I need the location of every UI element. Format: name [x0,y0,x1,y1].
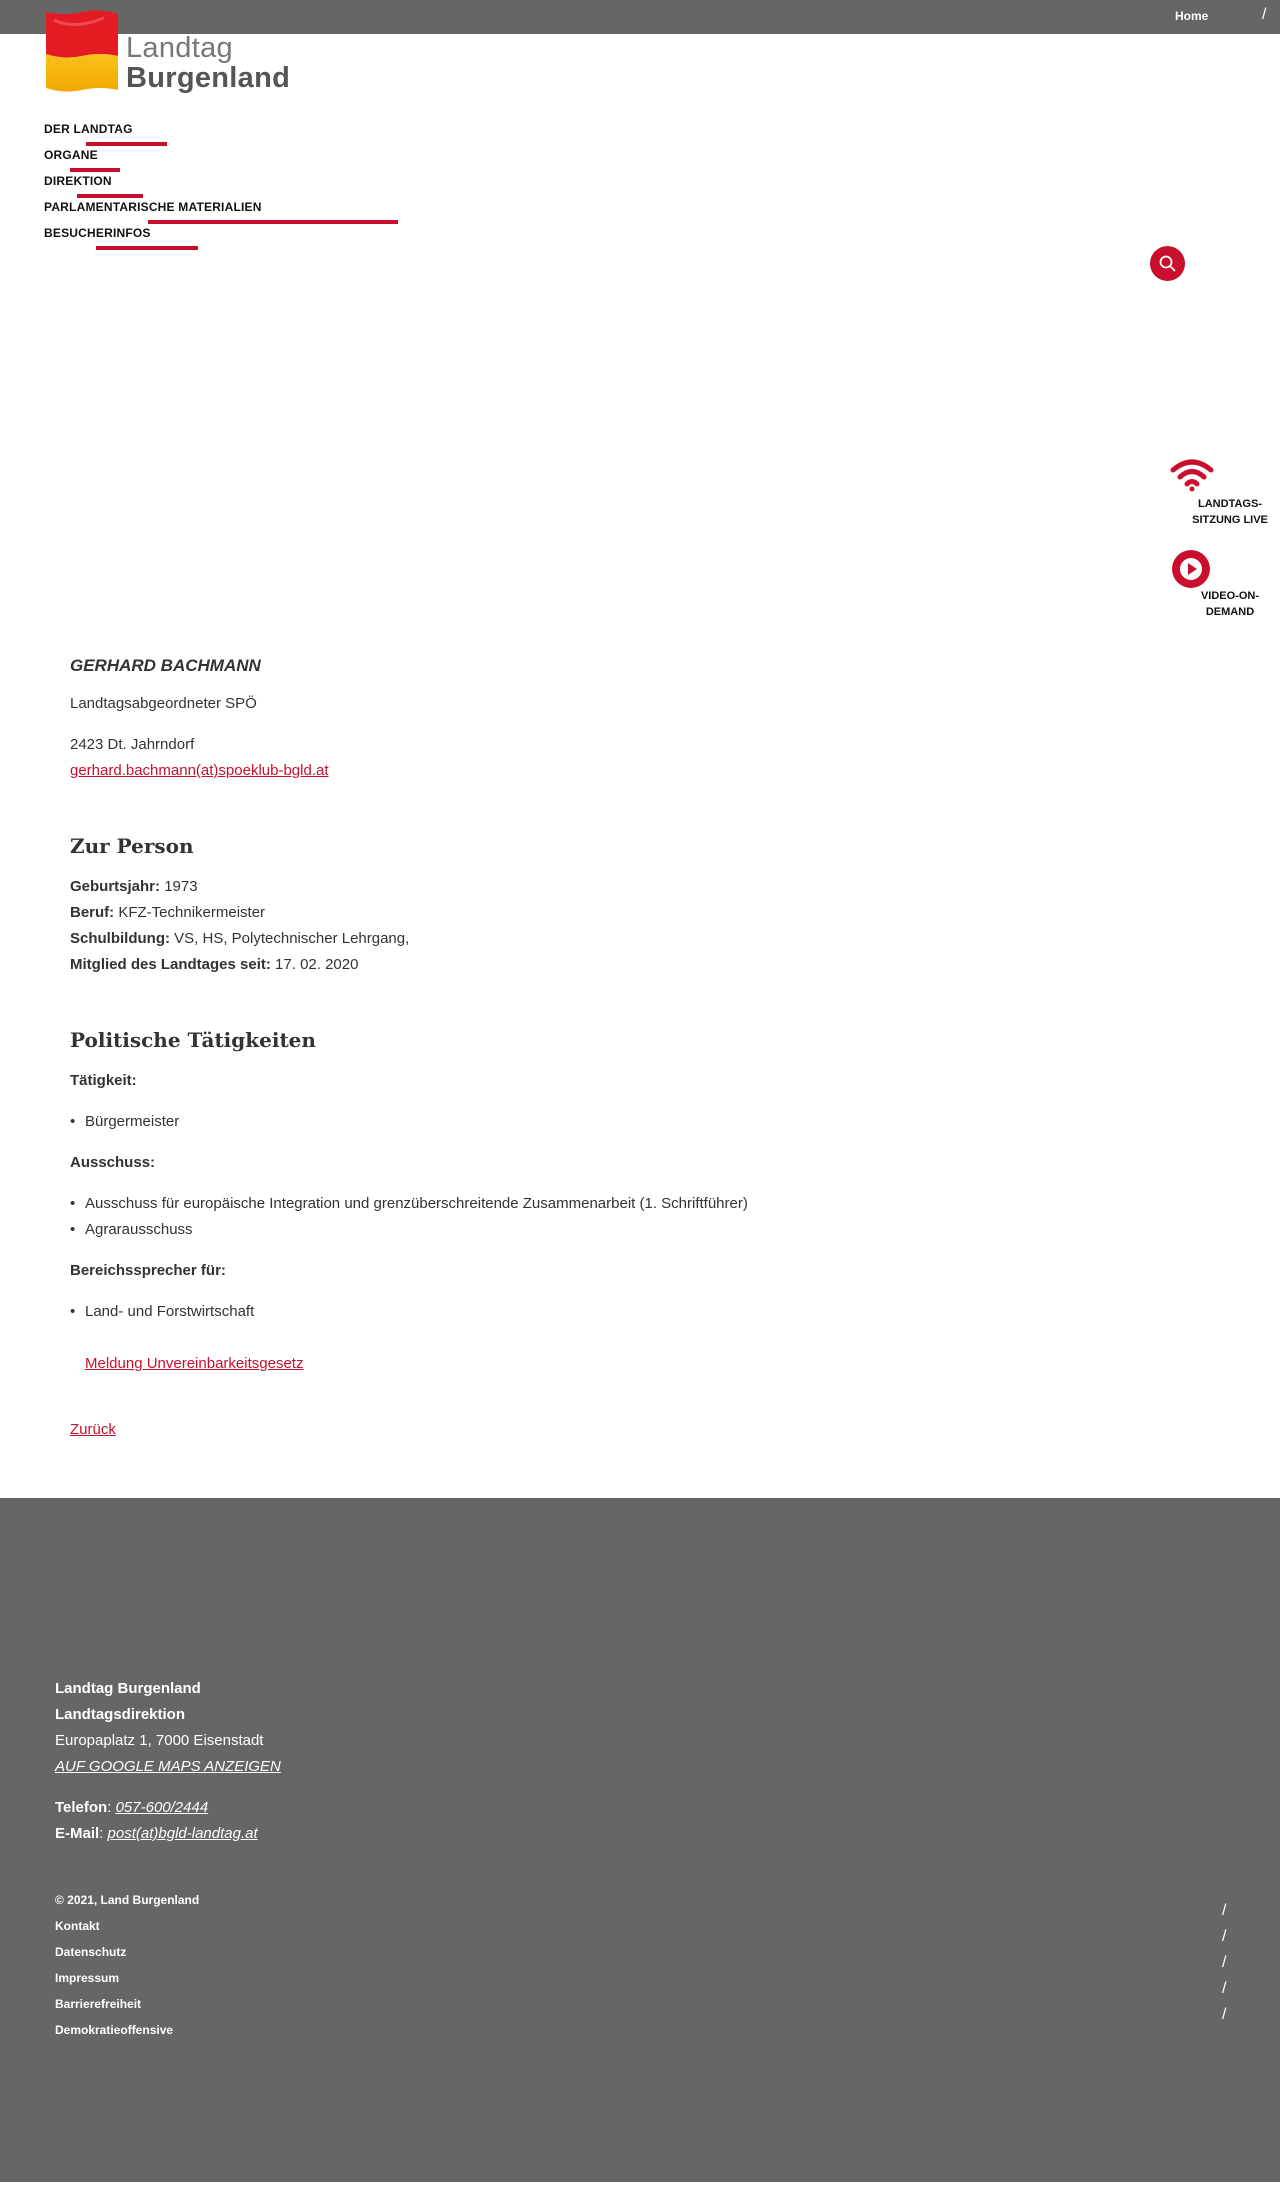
zur-person-heading: Zur Person [70,834,194,858]
back-link[interactable]: Zurück [70,1421,116,1438]
detail-value: KFZ-Technikermeister [118,904,266,921]
live-label-line-2: SITZUNG LIVE [1192,514,1268,526]
footer-separator: / [1222,1902,1227,1919]
person-name: GERHARD BACHMANN [70,656,261,675]
email-label: E-Mail [55,1825,100,1842]
detail-row [70,952,1170,978]
footer-separator: / [1222,1954,1227,1971]
person-city: 2423 Dt. Jahrndorf [70,736,195,753]
detail-label: Schulbildung: [70,930,170,947]
footer [0,1498,1280,2182]
nav-link-besucherinfos[interactable]: BESUCHERINFOS [44,226,151,240]
nav-link-direktion[interactable]: DIREKTION [44,174,112,188]
phone-link[interactable]: 057-600/2444 [115,1799,209,1816]
topbar-separator: / [1262,6,1267,23]
live-label [1180,496,1280,528]
nav-item-direktion[interactable] [44,172,262,198]
home-link[interactable]: Home [1175,9,1209,23]
politische-taetigkeiten-heading: Politische Tätigkeiten [70,1028,316,1052]
footer-street: Europaplatz 1, 7000 Eisenstadt [55,1732,264,1749]
ausschuss-label: Ausschuss: [70,1154,156,1171]
footer-link-datenschutz[interactable]: Datenschutz [55,1945,127,1959]
detail-row [70,874,1170,900]
person-email-link[interactable]: gerhard.bachmann(at)spoeklub-bgld.at [70,762,329,779]
list-item: • Land- und Forstwirtschaft [70,1299,1170,1325]
detail-label: Geburtsjahr: [70,878,161,895]
list-item: • Agrarausschuss [70,1217,1170,1243]
footer-link-impressum[interactable]: Impressum [55,1971,120,1985]
nav-item-der-landtag[interactable] [44,120,262,146]
bereichssprecher-label: Bereichssprecher für: [70,1262,226,1279]
detail-label: Beruf: [70,904,115,921]
footer-legal [55,1887,199,2043]
footer-link-kontakt[interactable]: Kontakt [55,1919,100,1933]
main-content [70,654,1170,1443]
site-logo[interactable] [44,10,291,100]
person-role: Landtagsabgeordneter SPÖ [70,695,257,712]
flag-logo-icon [44,10,120,92]
footer-separator: / [1222,1980,1227,1997]
footer-link-barrierefreiheit[interactable]: Barrierefreiheit [55,1997,142,2011]
vod-label-line-2: DEMAND [1205,606,1255,618]
footer-address [55,1676,281,1847]
footer-separator: / [1222,2006,1227,2023]
meldung-unvereinbarkeitsgesetz-link[interactable]: Meldung Unvereinbarkeitsgesetz [85,1355,304,1372]
taetigkeit-label: Tätigkeit: [70,1072,137,1089]
detail-row [70,926,1170,952]
landtagssitzung-live-link[interactable] [1170,458,1280,528]
google-maps-link[interactable]: AUF GOOGLE MAPS ANZEIGEN [55,1758,281,1775]
footer-email-row: E-Mail: post(at)bgld-landtag.at [55,1825,258,1842]
nav-item-organe[interactable] [44,146,262,172]
nav-link-parlamentarische-materialien[interactable]: PARLAMENTARISCHE MATERIALIEN [44,200,262,214]
detail-row [70,900,1170,926]
logo-line-2: Burgenland [126,62,291,94]
live-label-line-1: LANDTAGS- [1198,498,1262,510]
footer-org-department: Landtagsdirektion [55,1706,186,1723]
wifi-icon [1170,458,1214,492]
taetigkeit-list [70,1109,1170,1135]
footer-email-link[interactable]: post(at)bgld-landtag.at [107,1825,258,1842]
copyright: © 2021, Land Burgenland [55,1893,200,1907]
vod-label-line-1: VIDEO-ON- [1200,590,1260,602]
play-icon [1178,556,1204,582]
detail-label: Mitglied des Landtages seit: [70,956,271,973]
detail-value: VS, HS, Polytechnischer Lehrgang, [174,930,410,947]
footer-separator: / [1222,1928,1227,1945]
footer-link-demokratieoffensive[interactable]: Demokratieoffensive [55,2023,174,2037]
bereichssprecher-list [70,1299,1170,1325]
nav-link-organe[interactable]: ORGANE [44,148,98,162]
search-icon [1159,255,1176,272]
search-button[interactable] [1150,246,1185,281]
phone-label: Telefon [55,1799,108,1816]
list-item: • Bürgermeister [70,1109,1170,1135]
video-on-demand-link[interactable] [1170,548,1280,623]
ausschuss-list [70,1191,1170,1243]
nav-underline [96,246,198,250]
list-item: • Ausschuss für europäische Integration und grenzüberschreitende Zusammenarbeit (1. Schriftführer) [70,1191,1170,1217]
zur-person-details [70,874,1170,978]
nav-item-besucherinfos[interactable] [44,224,262,250]
vod-button[interactable] [1172,550,1210,588]
main-navigation [44,120,262,250]
footer-phone-row: Telefon: 057-600/2444 [55,1799,209,1816]
logo-line-1: Landtag [126,32,233,64]
nav-link-der-landtag[interactable]: DER LANDTAG [44,122,133,136]
detail-value: 17. 02. 2020 [275,956,359,973]
detail-value: 1973 [164,878,198,895]
nav-item-parlamentarische-materialien[interactable] [44,198,262,224]
footer-org-name: Landtag Burgenland [55,1680,201,1697]
footer-separators [1222,1898,1226,2028]
vod-label [1180,588,1280,620]
